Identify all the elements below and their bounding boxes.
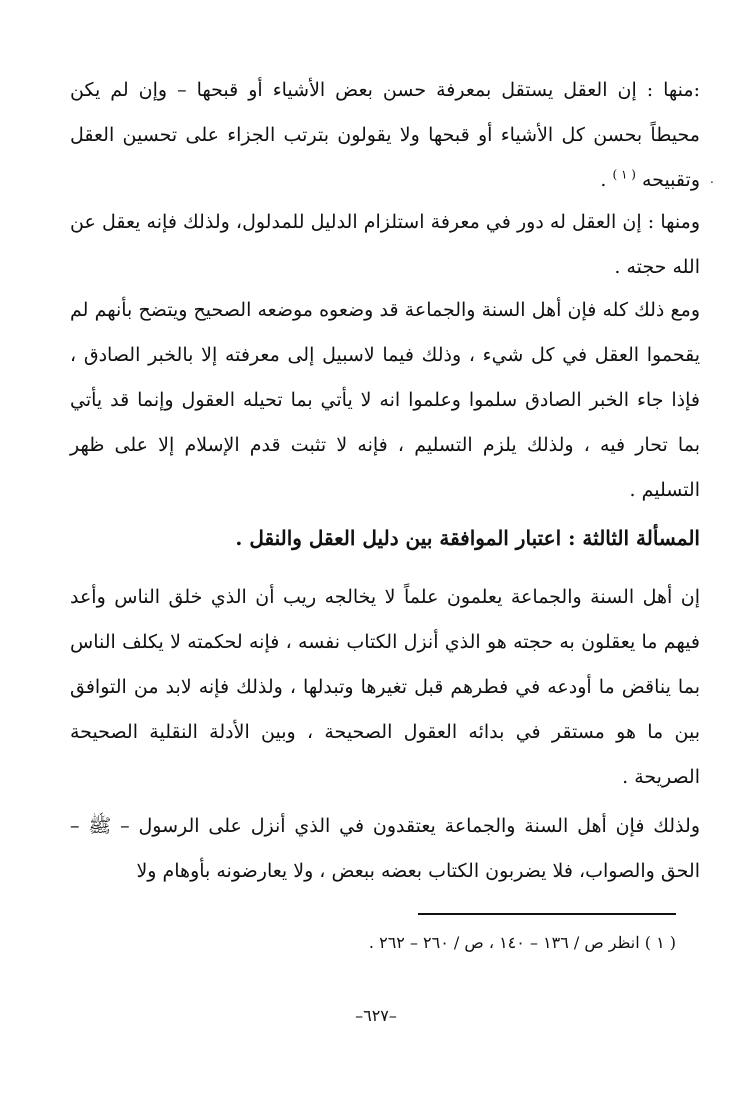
paragraph-2: ومنها : إن العقل له دور في معرفة استلزام الدليل للمدلول، ولذلك فإنه يعقل عن الله حجته . [70, 211, 700, 278]
paragraph-1-text: :منها : إن العقل يستقل بمعرفة حسن بعض الأشياء أو قبحها – وإن لم يكن محيطاً بحسن كل الأشياء أو قبحها ولا يقولون بترتب الجزاء على تحسين العقل وتقبيحه [70, 79, 700, 191]
paragraph-4: إن أهل السنة والجماعة يعلمون علماً لا يخالجه ريب أن الذي خلق الناس وأعد فيهم ما يعقلون به حجته هو الذي أنزل الكتاب نفسه ، فإنه لحكمته لا يكلف الناس بما يناقض ما أودعه في فطرهم قبل تغيرها وتبدلها ، ولذلك فإنه لابد من التوافق بين ما هو مستقر في بدائه العقول الصحيحة ، وبين الأدلة النقلية الصحيحة الصريحة . [70, 586, 700, 788]
paragraph-1 [70, 68, 700, 203]
paragraph-5: ولذلك فإن أهل السنة والجماعة يعتقدون في الذي أنزل على الرسول – ﷺ – الحق والصواب، فلا يضربون الكتاب بعضه ببعض ، ولا يعارضونه بأوهام ولا [70, 815, 700, 882]
footnote-divider [418, 913, 676, 915]
margin-mark: . [710, 172, 714, 186]
paragraph-1-end: . [600, 169, 607, 191]
paragraph-3: ومع ذلك كله فإن أهل السنة والجماعة قد وضعوه موضعه الصحيح ويتضح بأنهم لم يقحموا العقل في كل شيء ، وذلك فيما لاسبيل إلى معرفته إلا بالخبر الصادق ، فإذا جاء الخبر الصادق سلموا وعلموا انه لا يأتي بما تحيله العقول وإنما قد يأتي بما تحار فيه ، ولذلك يلزم التسليم ، فإنه لا تثبت قدم الإسلام إلا على ظهر التسليم . [70, 299, 700, 501]
footnote: ( ١ ) انظر ص / ١٣٦ – ١٤٠ ، ص / ٢٦٠ – ٢٦٢ . [368, 933, 676, 952]
footnote-reference: ( ١ ) [612, 167, 636, 182]
section-heading: المسألة الثالثة : اعتبار الموافقة بين دليل العقل والنقل . [235, 526, 700, 550]
page-number: –٦٢٧– [355, 1006, 397, 1025]
